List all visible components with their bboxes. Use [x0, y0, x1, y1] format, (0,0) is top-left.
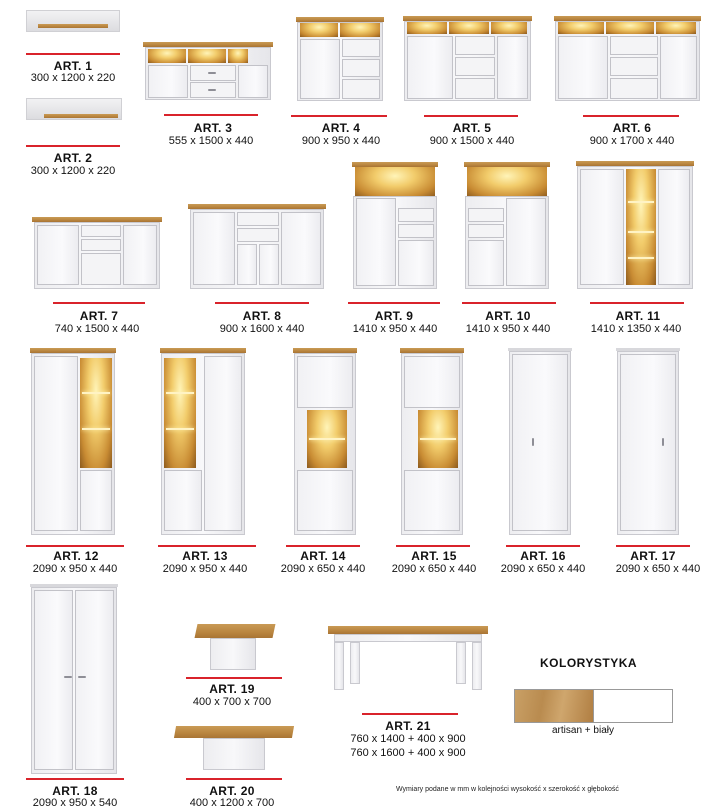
art-9-dimensions: 1410 x 950 x 440 [352, 323, 438, 335]
art-12-dimensions: 2090 x 950 x 440 [32, 563, 118, 575]
art-20-label: ART. 20 [209, 784, 255, 798]
art-8-image [188, 204, 326, 289]
colors-label: artisan + biały [552, 725, 614, 736]
artisan-swatch [514, 689, 594, 723]
art-19-dimensions: 400 x 700 x 700 [192, 696, 272, 708]
art-8-dimensions: 900 x 1600 x 440 [219, 323, 305, 335]
art-16-image [508, 348, 572, 535]
art-17-image [616, 348, 680, 535]
art-17-underline [616, 545, 690, 547]
art-4-image [296, 17, 384, 101]
art-11-dimensions: 1410 x 1350 x 440 [590, 323, 682, 335]
art-14-dimensions: 2090 x 650 x 440 [280, 563, 366, 575]
art-5-underline [424, 115, 518, 117]
art-21-dimensions-alt: 760 x 1600 + 400 x 900 [350, 747, 466, 759]
art-16-underline [506, 545, 580, 547]
art-10-label: ART. 10 [485, 309, 531, 323]
art-20-underline [186, 778, 282, 780]
art-16-label: ART. 16 [520, 549, 566, 563]
art-13-image [160, 348, 246, 535]
white-swatch [593, 689, 673, 723]
art-2-dimensions: 300 x 1200 x 220 [30, 165, 116, 177]
art-6-underline [583, 115, 679, 117]
art-21-image [328, 626, 488, 690]
art-14-image [293, 348, 357, 535]
art-4-underline [291, 115, 387, 117]
art-6-dimensions: 900 x 1700 x 440 [589, 135, 675, 147]
art-19-label: ART. 19 [209, 682, 255, 696]
art-4-dimensions: 900 x 950 x 440 [301, 135, 381, 147]
art-18-image [30, 584, 118, 774]
art-18-underline [26, 778, 124, 780]
art-18-label: ART. 18 [52, 784, 98, 798]
art-11-label: ART. 11 [615, 309, 661, 323]
art-3-dimensions: 555 x 1500 x 440 [168, 135, 254, 147]
art-14-underline [286, 545, 360, 547]
art-7-underline [53, 302, 145, 304]
art-13-label: ART. 13 [182, 549, 228, 563]
art-16-dimensions: 2090 x 650 x 440 [500, 563, 586, 575]
art-1-image [26, 10, 120, 35]
art-11-underline [590, 302, 684, 304]
art-3-label: ART. 3 [193, 121, 233, 135]
art-2-image [26, 98, 122, 122]
art-11-image [576, 161, 694, 289]
art-7-image [32, 217, 162, 289]
art-15-image [400, 348, 464, 535]
art-9-label: ART. 9 [374, 309, 414, 323]
art-9-image [352, 162, 438, 289]
art-21-underline [362, 713, 458, 715]
art-10-image [464, 162, 550, 289]
art-8-underline [215, 302, 309, 304]
art-18-dimensions: 2090 x 950 x 540 [32, 797, 118, 809]
art-5-image [403, 16, 532, 101]
art-15-underline [396, 545, 470, 547]
art-19-underline [186, 677, 282, 679]
art-21-dimensions: 760 x 1400 + 400 x 900 [350, 733, 466, 745]
art-3-underline [164, 114, 258, 116]
art-2-underline [26, 145, 120, 147]
art-13-underline [158, 545, 256, 547]
art-7-dimensions: 740 x 1500 x 440 [54, 323, 140, 335]
colors-title: KOLORYSTYKA [540, 656, 638, 670]
footnote: Wymiary podane w mm w kolejności wysokość x szerokość x głębokość [396, 786, 619, 793]
art-6-label: ART. 6 [612, 121, 652, 135]
art-1-underline [26, 53, 120, 55]
art-12-underline [26, 545, 124, 547]
art-10-dimensions: 1410 x 950 x 440 [465, 323, 551, 335]
art-6-image [554, 16, 701, 101]
art-1-dimensions: 300 x 1200 x 220 [30, 72, 116, 84]
art-4-label: ART. 4 [321, 121, 361, 135]
art-20-dimensions: 400 x 1200 x 700 [189, 797, 275, 809]
art-20-image [175, 726, 293, 770]
art-3-image [143, 42, 273, 100]
art-1-label: ART. 1 [53, 59, 93, 73]
art-2-label: ART. 2 [53, 151, 93, 165]
art-19-image [196, 624, 274, 670]
art-15-label: ART. 15 [411, 549, 457, 563]
art-10-underline [462, 302, 556, 304]
art-5-label: ART. 5 [452, 121, 492, 135]
art-15-dimensions: 2090 x 650 x 440 [391, 563, 477, 575]
art-12-label: ART. 12 [53, 549, 99, 563]
art-13-dimensions: 2090 x 950 x 440 [162, 563, 248, 575]
art-5-dimensions: 900 x 1500 x 440 [429, 135, 515, 147]
art-17-dimensions: 2090 x 650 x 440 [615, 563, 701, 575]
art-17-label: ART. 17 [630, 549, 676, 563]
art-7-label: ART. 7 [79, 309, 119, 323]
art-9-underline [348, 302, 440, 304]
art-14-label: ART. 14 [300, 549, 346, 563]
art-21-label: ART. 21 [385, 719, 431, 733]
art-8-label: ART. 8 [242, 309, 282, 323]
art-12-image [30, 348, 116, 535]
